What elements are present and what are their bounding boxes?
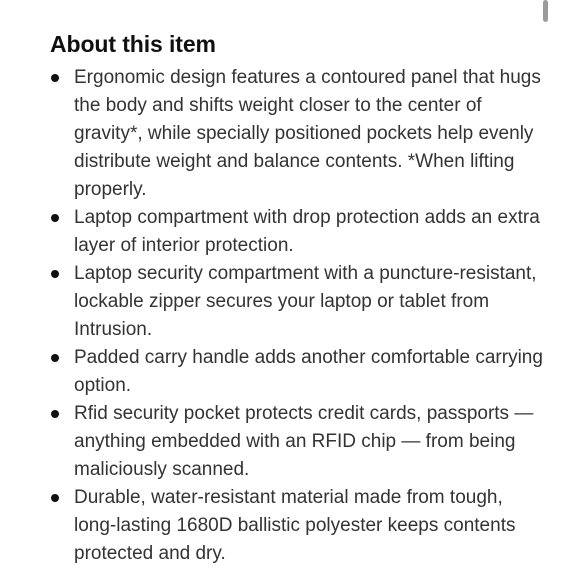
list-item [50,64,550,204]
list-item [50,204,550,260]
bullet-dot-icon [50,64,74,92]
list-item [50,260,550,344]
list-item-text: Durable, water-resistant material made from tough, long-lasting 1680D ballistic polyester keeps contents protected and dry. [74,487,516,564]
list-item-text: Rfid security pocket protects credit cards, passports — anything embedded with an RFID chip — from being maliciously scanned. [74,403,534,480]
list-item-text: Padded carry handle adds another comfortable carrying option. [74,347,543,396]
bullet-dot-icon [50,204,74,232]
list-item-text: Laptop compartment with drop protection adds an extra layer of interior protection. [74,207,540,256]
list-item-text: Ergonomic design features a contoured panel that hugs the body and shifts weight closer to the center of gravity*, while specially positioned pockets help evenly distribute weight and balance contents. *When lifting properly. [74,67,541,200]
list-item [50,400,550,484]
list-item-text: Laptop security compartment with a puncture-resistant, lockable zipper secures your laptop or tablet from Intrusion. [74,263,537,340]
feature-list [50,64,550,568]
bullet-dot-icon [50,400,74,428]
section-title: About this item [50,31,216,57]
list-item [50,344,550,400]
bullet-dot-icon [50,484,74,512]
scrollbar[interactable] [543,0,548,22]
bullet-dot-icon [50,260,74,288]
list-item [50,484,550,568]
bullet-dot-icon [50,344,74,372]
